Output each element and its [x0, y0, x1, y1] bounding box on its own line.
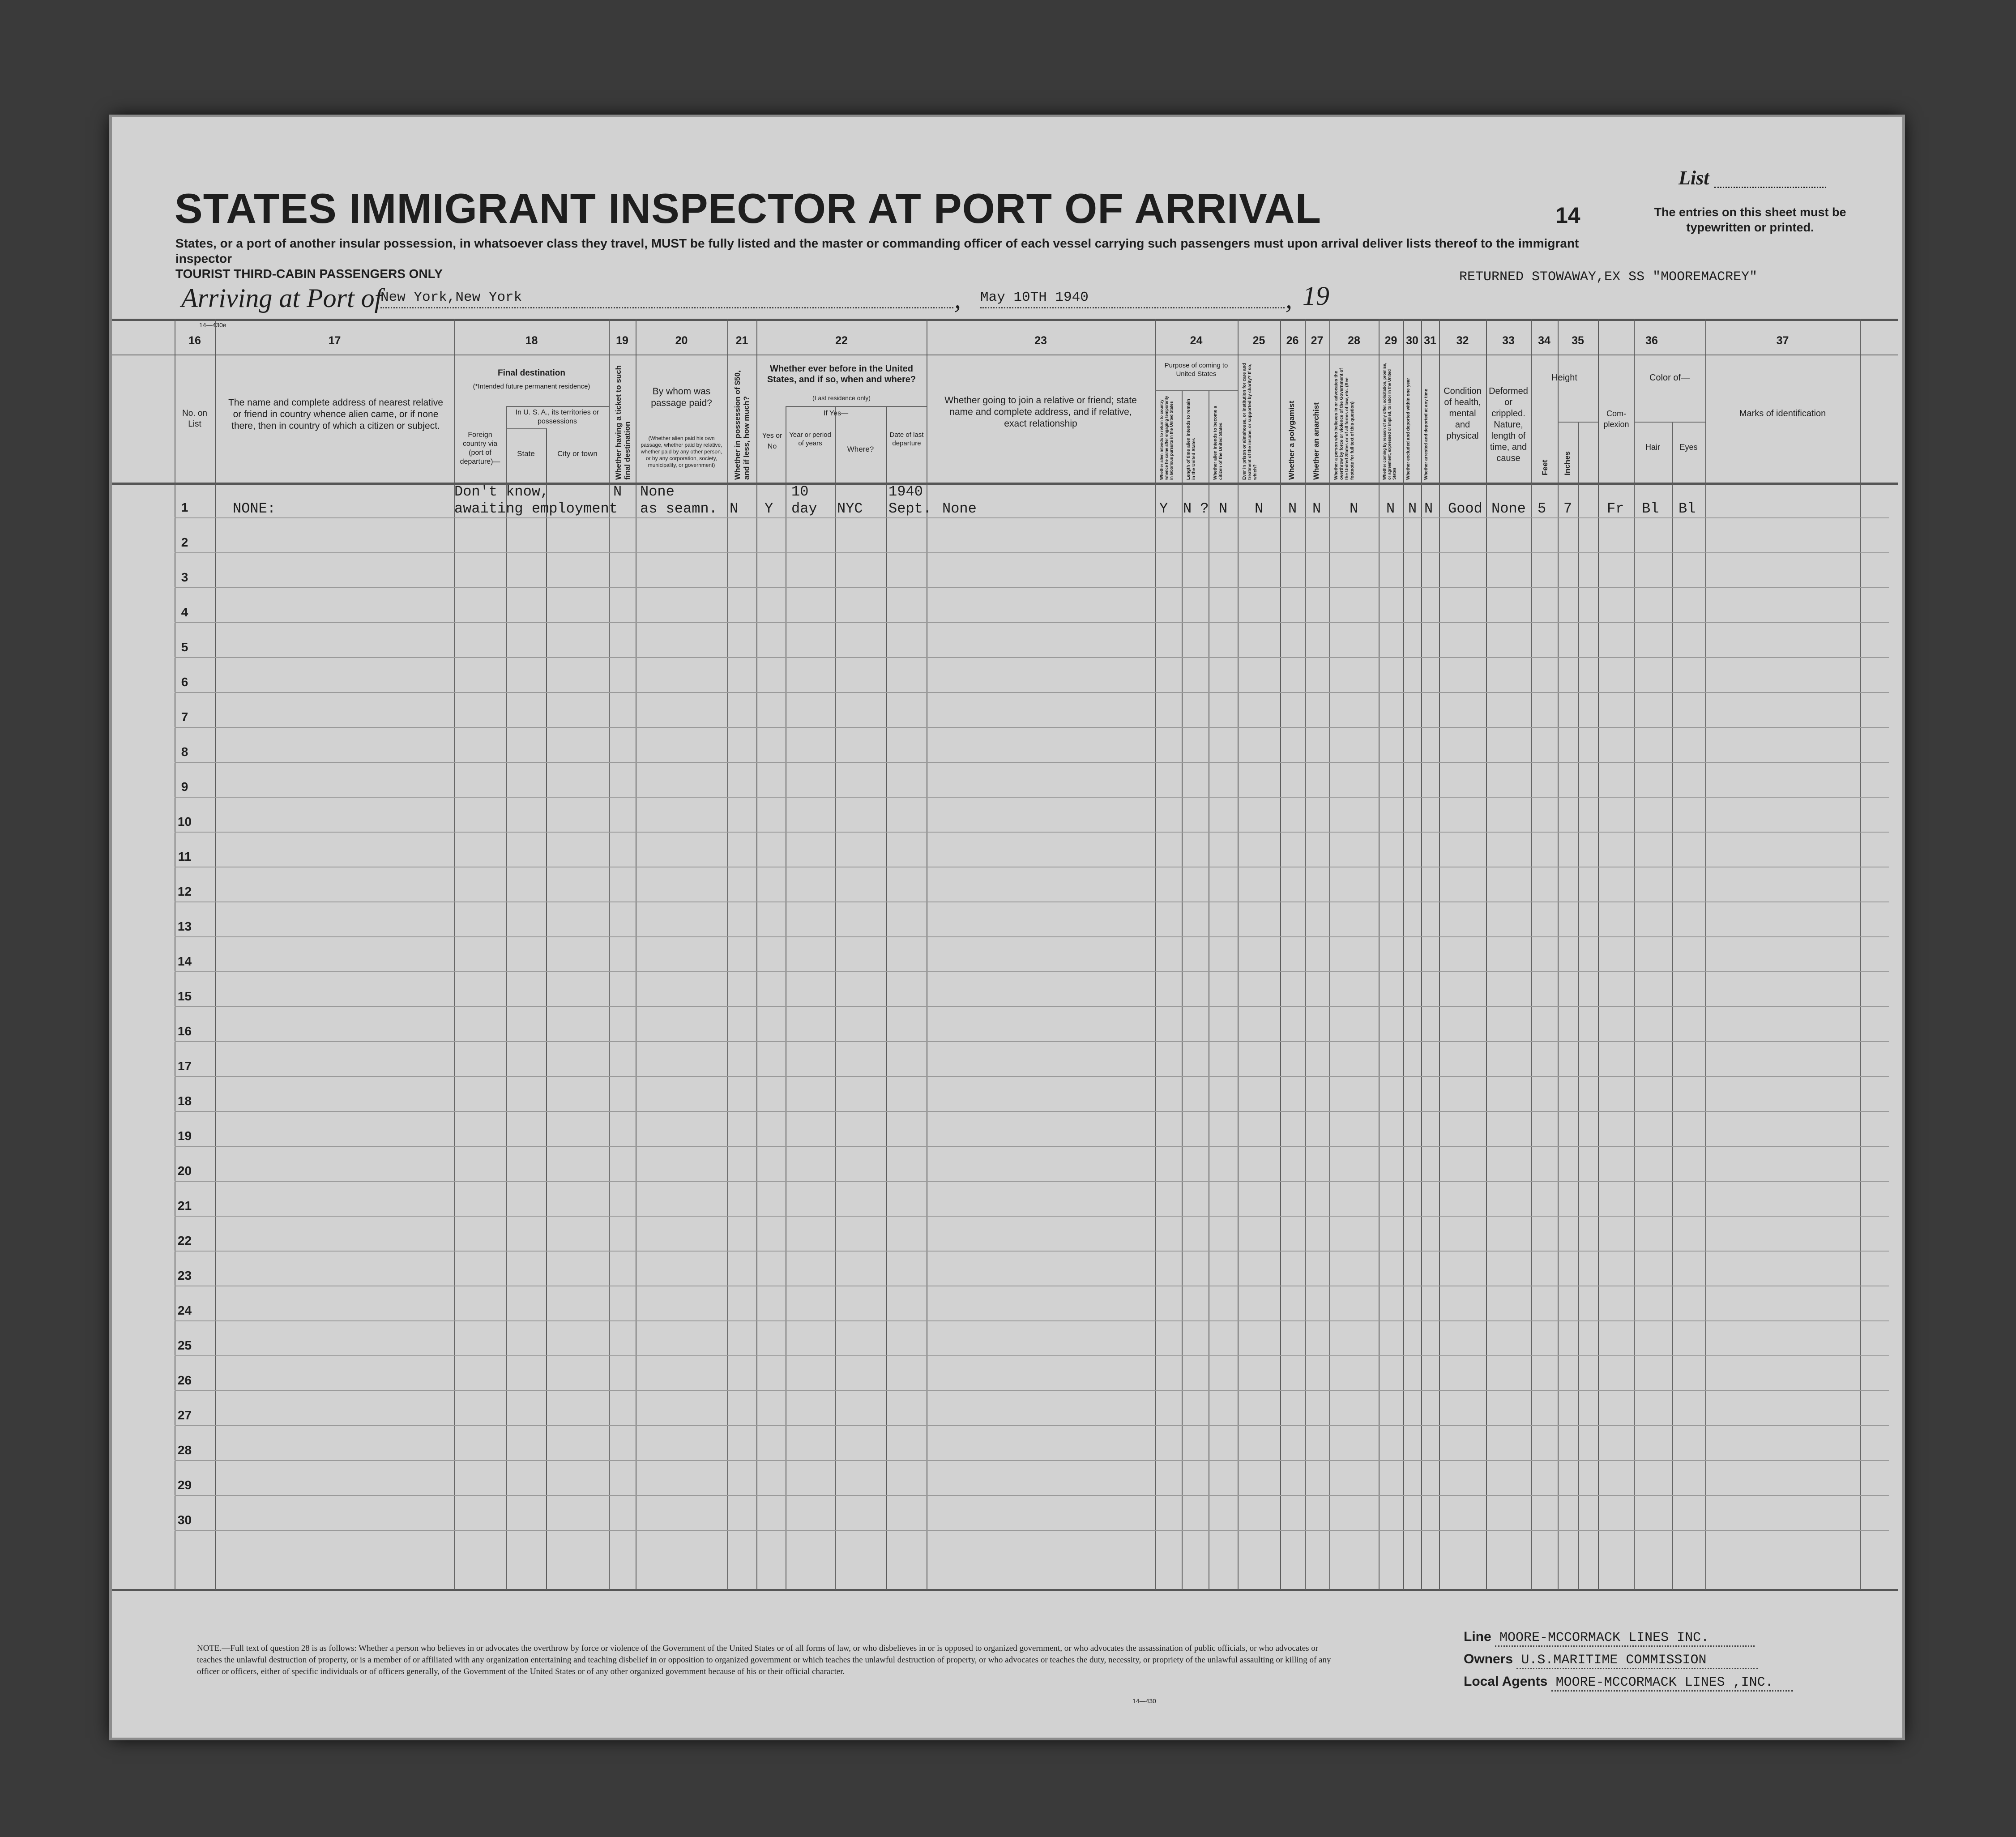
subheader-rule [786, 406, 927, 407]
col-divider [1531, 319, 1532, 1590]
header-permanent-residence: (*Intended future permanent residence) [473, 383, 590, 390]
cell-overthrow: N [1350, 500, 1358, 517]
row-number: 26 [177, 1373, 192, 1387]
manifest-table [112, 319, 1898, 1590]
col-divider [1421, 319, 1422, 1590]
cell-ever-before: Y [765, 500, 773, 517]
cell-where: NYC [837, 500, 863, 517]
cell-complexion: Fr [1607, 500, 1624, 517]
row-number: 1 [181, 500, 188, 514]
header-overthrow: Whether a person who believes in or advocates the overthrow by force or violence of the Government of the United States or of all forms of law, etc. (See footnote for full text of this question) [1334, 368, 1355, 480]
row-rule [175, 971, 1889, 972]
col-divider [1705, 319, 1706, 1590]
header-excluded: Whether excluded and deported within one year [1406, 378, 1411, 480]
header-ticket: Whether having a ticket to such final destination [614, 365, 632, 480]
cell-paid-line2: as seamn. [640, 500, 718, 517]
col-number: 26 [1286, 334, 1299, 347]
row-number: 15 [177, 989, 192, 1003]
col-divider [1558, 319, 1559, 1590]
arrival-date: May 10TH 1940 [980, 290, 1285, 308]
form-number: 14—430 [1132, 1697, 1156, 1705]
col-number: 18 [525, 334, 538, 347]
cell-money: N [730, 500, 739, 517]
col-divider [1329, 319, 1330, 1590]
col-divider [1486, 319, 1487, 1590]
header-bottom-border [112, 483, 1898, 485]
header-possession-50: Whether in possession of $50, and if less, how much? [733, 370, 751, 480]
cell-hair: Bl [1642, 500, 1659, 517]
header-purpose-c: Whether alien intends to become a citizen of the United States [1213, 406, 1223, 480]
row-rule [175, 517, 1889, 518]
cell-excluded: N [1408, 500, 1417, 517]
subheader-rule [1155, 390, 1238, 391]
cell-relative: NONE: [233, 500, 276, 517]
header-in-usa: In U. S. A., its territories or possessions [515, 409, 599, 425]
header-where: Where? [847, 445, 874, 453]
col-number: 22 [835, 334, 848, 347]
cell-departure-line2: Sept. [888, 500, 932, 517]
header-foreign-country: Foreign country via (port of departure)— [460, 431, 500, 466]
row-rule [175, 1111, 1889, 1112]
col-number: 24 [1190, 334, 1203, 347]
col-number: 29 [1384, 334, 1397, 347]
agents-value: MOORE-MCCORMACK LINES ,INC. [1551, 1675, 1793, 1692]
header-departure: Date of last departure [889, 431, 924, 447]
cell-purpose-a: Y [1159, 500, 1168, 517]
instructions-text: States, or a port of another insular possession, in whatsoever class they travel, MUST be fully listed and the master or commanding officer of each vessel carrying such passengers must upon arrival deliver lists thereof to the immigrant inspector [175, 236, 1579, 265]
cell-eyes: Bl [1679, 500, 1696, 517]
header-list-number: No. on List [182, 409, 207, 429]
header-health: Condition of health, mental and physical [1444, 386, 1482, 441]
col-divider [1238, 319, 1239, 1590]
col-number: 19 [616, 334, 628, 347]
row-number: 4 [181, 605, 188, 619]
header-purpose-b: Length of time alien intends to remain in the United States [1186, 399, 1196, 480]
col-divider [1860, 319, 1861, 1590]
row-number: 13 [177, 919, 192, 933]
row-number: 25 [177, 1338, 192, 1352]
sheet-number: 14 [1555, 203, 1580, 228]
col-divider [1634, 319, 1635, 1590]
row-number: 30 [177, 1513, 192, 1527]
row-number: 17 [177, 1059, 192, 1073]
row-number: 28 [177, 1443, 192, 1457]
cell-departure-line1: 1940 [888, 483, 923, 500]
header-prison: Ever in prison or almshouse, or institution for care and treatment of the insane, or supported by charity? If so, which? [1242, 363, 1258, 480]
owners-value: U.S.MARITIME COMMISSION [1516, 1653, 1758, 1669]
cell-inches: 7 [1563, 500, 1572, 517]
cell-join: None [942, 500, 977, 517]
header-nearest-relative: The name and complete address of nearest relative or friend in country whence alien came, or if none there, then in country of which a citizen or subject. [228, 397, 443, 431]
header-color-of: Color of— [1649, 373, 1690, 383]
row-number: 10 [177, 815, 192, 829]
cell-deformed: None [1491, 500, 1526, 517]
cell-period-line2: day [791, 500, 817, 517]
header-if-yes: If Yes— [823, 410, 849, 417]
col-number: 23 [1034, 334, 1047, 347]
row-rule [175, 587, 1889, 588]
row-rule [175, 797, 1889, 798]
row-number: 21 [177, 1199, 192, 1213]
row-rule [175, 901, 1889, 902]
port-of-arrival: New York,New York [380, 290, 953, 308]
footnote: NOTE.—Full text of question 28 is as follows: Whether a person who believes in or advocates the overthrow by force or violence of the Government of the United States or of all forms of law, or who disbelieves in or is opposed to organized government, or who advocates the assassination of public officials, or who advocates or teaches the unlawful destruction of property, or is a member of or affiliated with any organization entertaining and teaching disbelief in or opposition to organized government or which teaches the unlawful destruction of property, or who advocates or teaches the duty, necessity, or propriety of the unlawful assaulting or killing of any officer or officers, either of specific individuals or of officers generally, of the Government of the United States or of any other organized government because of his or their official character. [197, 1644, 1331, 1676]
agents-row [1464, 1674, 1793, 1692]
cell-ticket: N [613, 483, 622, 500]
row-rule [175, 1460, 1889, 1461]
row-number: 29 [177, 1478, 192, 1492]
col-divider [727, 319, 728, 1590]
col-number: 28 [1348, 334, 1360, 347]
col-divider [1598, 319, 1599, 1590]
row-rule [175, 762, 1889, 763]
row-rule [175, 832, 1889, 833]
table-top-border [112, 319, 1898, 321]
header-feet: Feet [1541, 460, 1549, 475]
col-number: 16 [188, 334, 201, 347]
col-divider [1182, 390, 1183, 1590]
cell-paid-line1: None [640, 483, 675, 500]
line-label: Line [1464, 1629, 1491, 1644]
col-number: 37 [1776, 334, 1789, 347]
col-divider [1578, 422, 1579, 1590]
year-prefix: 19 [1303, 281, 1329, 311]
row-number: 27 [177, 1408, 192, 1422]
row-rule [175, 1495, 1889, 1496]
row-number: 6 [181, 675, 188, 689]
row-number: 23 [177, 1269, 192, 1282]
row-rule [175, 1041, 1889, 1042]
col-divider [756, 319, 757, 1590]
header-final-destination: Final destination [498, 368, 565, 378]
col-number: 34 [1538, 334, 1550, 347]
cell-anarchist: N [1312, 500, 1321, 517]
col-number: 21 [735, 334, 748, 347]
header-eyes: Eyes [1679, 443, 1698, 452]
stowaway-remark: RETURNED STOWAWAY,EX SS "MOOREMACREY" [1459, 269, 1758, 285]
header-labor-offer: Whether coming by reason of any offer, solicitation, promise, or agreement, expressed or implied, to labor in the United States [1382, 363, 1397, 480]
header-passage-paid: By whom was passage paid? [651, 386, 712, 408]
header-polygamist: Whether a polygamist [1287, 401, 1296, 480]
header-last-residence: (Last residence only) [812, 394, 871, 402]
header-purpose-a: Whether alien intends to return to country whence he came after engaging temporarily in laborious pursuits in the United States [1159, 396, 1174, 480]
header-ever-before: Whether ever before in the United States, and if so, when and where? [767, 364, 916, 384]
row-rule [175, 552, 1889, 553]
cell-arrested: N [1424, 500, 1433, 517]
line-value: MOORE-MCCORMACK LINES INC. [1495, 1630, 1755, 1647]
col-divider [1439, 319, 1440, 1590]
col-divider [835, 406, 836, 1590]
header-state: State [517, 449, 535, 458]
manifest-sheet [112, 117, 1902, 1738]
row-number: 19 [177, 1129, 192, 1143]
form-code: 14—430e [199, 321, 226, 329]
typewritten-note: The entries on this sheet must be typewritten or printed. [1654, 205, 1846, 234]
cell-labor: N [1386, 500, 1395, 517]
col-divider [1403, 319, 1404, 1590]
row-rule [175, 1530, 1889, 1531]
header-hair: Hair [1645, 443, 1660, 452]
col-divider [215, 319, 216, 1590]
row-number: 7 [181, 710, 188, 724]
cell-destination-line1: Don't know, [454, 483, 549, 500]
arriving-label: Arriving at Port of [181, 283, 382, 313]
subheader-rule [1558, 422, 1598, 423]
row-rule [175, 1355, 1889, 1356]
agents-label: Local Agents [1464, 1674, 1548, 1689]
col-divider [1305, 319, 1306, 1590]
row-rule [175, 1251, 1889, 1252]
passenger-class: TOURIST THIRD-CABIN PASSENGERS ONLY [175, 267, 443, 281]
separator: , [1286, 284, 1292, 314]
col-number: 31 [1424, 334, 1436, 347]
row-number: 14 [177, 954, 192, 968]
col-number: 27 [1311, 334, 1324, 347]
row-number: 9 [181, 780, 188, 794]
row-number: 22 [177, 1234, 192, 1247]
col-divider [546, 428, 547, 1590]
page-title: STATES IMMIGRANT INSPECTOR AT PORT OF ARRIVAL [175, 185, 1322, 232]
col-divider [506, 406, 507, 1590]
row-number: 24 [177, 1303, 192, 1317]
cell-destination-line2: awaiting employment [454, 500, 618, 517]
col-number: 30 [1406, 334, 1418, 347]
header-purpose: Purpose of coming to United States [1164, 362, 1228, 378]
header-yes-no: Yes or No [762, 432, 782, 450]
row-number: 2 [181, 535, 188, 549]
header-anarchist: Whether an anarchist [1312, 402, 1320, 480]
table-bottom-border [112, 1589, 1898, 1591]
row-rule [175, 936, 1889, 937]
cell-polygamist: N [1288, 500, 1297, 517]
cell-health: Good [1448, 500, 1482, 517]
list-number-blank [1714, 187, 1826, 188]
col-divider [1672, 422, 1673, 1590]
header-city: City or town [557, 449, 598, 458]
col-number: 32 [1456, 334, 1469, 347]
row-rule [175, 1425, 1889, 1426]
row-number: 12 [177, 884, 192, 898]
row-rule [175, 1390, 1889, 1391]
cell-period-line1: 10 [791, 483, 809, 500]
row-rule [175, 1006, 1889, 1007]
separator: , [954, 284, 961, 314]
subheader-rule [1634, 422, 1705, 423]
row-number: 20 [177, 1164, 192, 1178]
header-years: Year or period of years [789, 431, 831, 447]
subheader-rule [506, 428, 546, 429]
row-number: 8 [181, 745, 188, 759]
row-rule [175, 1181, 1889, 1182]
list-label: List [1679, 167, 1709, 189]
row-rule [175, 727, 1889, 728]
col-number: 35 [1572, 334, 1584, 347]
header-height: Height [1551, 373, 1577, 383]
header-passage-paid-detail: (Whether alien paid his own passage, whether paid by relative, whether paid by any other person, or by any corporation, society, municipality, or government) [641, 435, 722, 468]
line-row [1464, 1629, 1755, 1647]
cell-purpose-b: N ? [1183, 500, 1209, 517]
row-rule [175, 622, 1889, 623]
owners-row [1464, 1652, 1758, 1669]
row-number: 11 [178, 850, 192, 863]
header-going-to-join: Whether going to join a relative or friend; state name and complete address, and if relative, exact relationship [944, 395, 1137, 429]
row-rule [175, 1216, 1889, 1217]
row-number: 16 [177, 1024, 192, 1038]
col-divider [1280, 319, 1281, 1590]
row-number: 5 [181, 640, 188, 654]
row-rule [175, 692, 1889, 693]
cell-prison: N [1255, 500, 1264, 517]
row-rule [175, 1076, 1889, 1077]
header-arrested: Whether arrested and deported at any time [1424, 389, 1429, 480]
col-divider [886, 406, 887, 1590]
header-complexion: Com-plexion [1603, 409, 1629, 429]
col-number: 25 [1252, 334, 1265, 347]
col-divider [1379, 319, 1380, 1590]
col-number: 20 [675, 334, 688, 347]
header-marks: Marks of identification [1739, 409, 1826, 419]
header-deformed: Deformed or crippled. Nature, length of time, and cause [1489, 386, 1528, 463]
row-rule [175, 1146, 1889, 1147]
col-number: 33 [1502, 334, 1515, 347]
subheader-rule [506, 406, 609, 407]
instructions [175, 236, 1608, 282]
cell-purpose-c: N [1219, 500, 1228, 517]
col-number: 36 [1645, 334, 1658, 347]
row-rule [175, 657, 1889, 658]
row-number: 18 [177, 1094, 192, 1108]
header-inches: Inches [1563, 451, 1572, 475]
row-rule [175, 1320, 1889, 1321]
owners-label: Owners [1464, 1652, 1513, 1666]
cell-feet: 5 [1538, 500, 1546, 517]
col-divider [1155, 319, 1156, 1590]
row-number: 3 [181, 570, 188, 584]
col-number: 17 [328, 334, 341, 347]
